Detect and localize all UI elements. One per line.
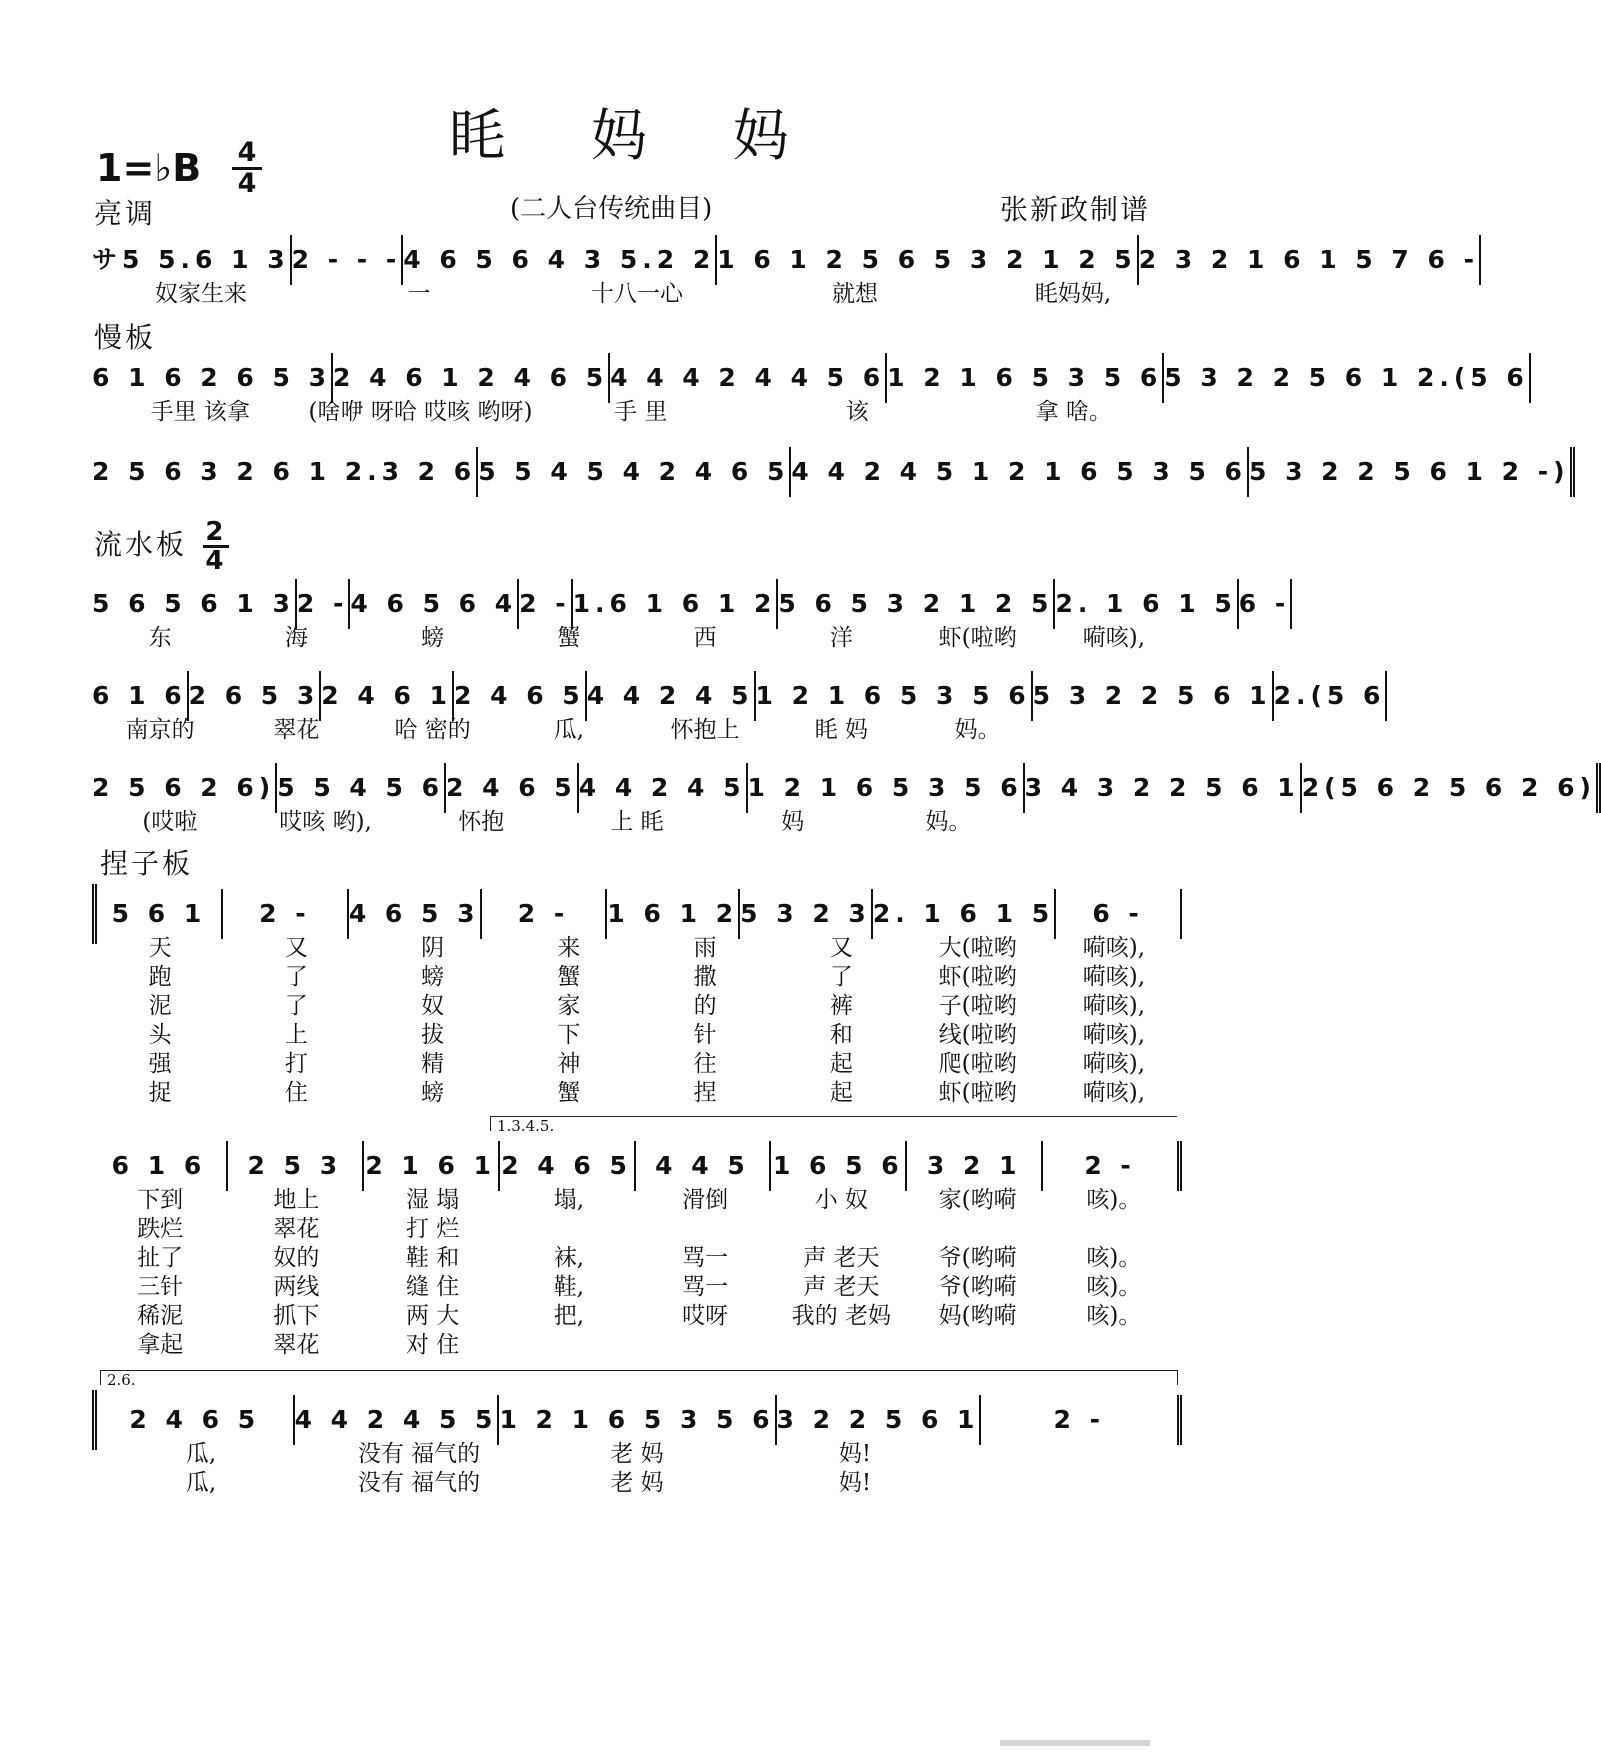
lyric-text: 老 妈: [610, 1441, 664, 1467]
lyric-text: 了: [829, 964, 853, 990]
lyric-text: [637, 1331, 773, 1360]
measure: 5 6 5 3 2 1 2 5: [778, 579, 1055, 629]
lyric-text: [964, 1440, 1182, 1469]
lyric-text: (哎啦: [142, 809, 198, 835]
lyric-text: 就想: [832, 281, 878, 307]
lyric-text: [637, 1215, 773, 1244]
subtitle: (二人台传统曲目): [510, 194, 713, 224]
lyric-text: [910, 1331, 1046, 1360]
lyric-text: 对 住: [405, 1332, 460, 1358]
lyric-text: 把,: [553, 1303, 585, 1329]
lyric-text: 妈!: [838, 1470, 872, 1496]
measure: 1 2 1 6 5 3 5 6: [499, 1395, 776, 1445]
measure: 2 -: [981, 1395, 1182, 1445]
lyric-text: 针: [693, 1022, 717, 1048]
lyric-text: [501, 1215, 637, 1244]
lyrics-system-6: [92, 808, 1182, 837]
lyric-text: 住: [284, 1080, 308, 1106]
section-time-signature: [203, 517, 229, 576]
lyric-text: 稀泥: [137, 1303, 184, 1329]
measure: 2 -: [1043, 1141, 1182, 1191]
lyrics-system-8: [92, 1186, 1182, 1360]
lyric-text: 螃: [421, 964, 445, 990]
lyric-text: 手里 该拿: [150, 399, 250, 425]
lyric-text: 翠花: [273, 1216, 320, 1242]
lyric-verse-4: [92, 1021, 1182, 1050]
measure: 2 6 5 3: [189, 671, 322, 721]
measure: 2 4 6 5: [500, 1141, 636, 1191]
lyric-text: 的: [693, 993, 717, 1019]
measure: 3 4 3 2 2 5 6 1: [1025, 763, 1302, 813]
watermark: [1000, 1740, 1150, 1746]
song-title: 眊 妈 妈: [449, 104, 823, 169]
lyric-text: 鞋,: [553, 1274, 585, 1300]
lyric-text: 天: [148, 935, 172, 961]
measure: 2.(5 6: [1274, 671, 1388, 721]
lyric-text: 咳)。: [1086, 1187, 1142, 1213]
measure: 2 4 6 5: [446, 763, 579, 813]
measure: 2 - - -: [292, 235, 404, 285]
lyric-text: 蟹: [557, 1080, 581, 1106]
measure: 2 4 6 1: [321, 671, 454, 721]
lyric-text: 海: [284, 625, 308, 651]
lyric-text: 怀抱: [458, 809, 505, 835]
lyric-text: 嗬咳),: [1082, 993, 1146, 1019]
measure: 1 2 1 6 5 3 5 6: [887, 353, 1164, 403]
lyric-text: 小 奴: [814, 1187, 869, 1213]
measure: 5 5 4 5 4 2 4 6 5: [478, 447, 791, 497]
measure: 2. 1 6 1 5: [1055, 579, 1238, 629]
time-denominator: 4: [205, 546, 227, 576]
lyric-text: 头: [148, 1022, 172, 1048]
measure: 5 3 2 2 5 6 1 2 -): [1249, 447, 1575, 497]
measure: 1 6 1 2: [607, 889, 740, 939]
lyric-text: 跑: [148, 964, 172, 990]
lyric-text: 一: [407, 281, 431, 307]
arranger: 张新政制谱: [1000, 193, 1151, 226]
lyric-text: 嗬咳),: [1082, 1051, 1146, 1077]
lyric-text: 神: [557, 1051, 581, 1077]
measure: 1 6 1 2 5 6 5 3 2 1 2 5: [717, 235, 1138, 285]
lyric-verse-3: [92, 992, 1182, 1021]
lyric-text: 十八一心: [591, 281, 683, 307]
measure: 6 -: [1056, 889, 1182, 939]
lyric-text: [1046, 1215, 1182, 1244]
lyric-text: 咳)。: [1086, 1245, 1142, 1271]
key-signature: 1=♭B: [96, 146, 202, 190]
lyric-text: [773, 1331, 909, 1360]
measure: 6 1 6: [92, 1141, 228, 1191]
lyric-text: 上: [284, 1022, 308, 1048]
measure: 1.6 1 6 1 2: [573, 579, 779, 629]
lyric-text: 塌,: [553, 1187, 585, 1213]
lyric-text: 撒: [693, 964, 717, 990]
lyric-text: 奴家生来: [155, 281, 247, 307]
lyric-text: 没有 福气的: [357, 1470, 481, 1496]
lyric-text: 爬(啦哟: [938, 1051, 1017, 1077]
time-numerator: 2: [205, 517, 227, 547]
lyric-text: (啥咿 呀哈 哎咳 哟呀): [308, 399, 533, 425]
lyric-verse-1: [92, 1440, 1182, 1469]
lyric-text: 声 老天: [803, 1245, 880, 1271]
lyric-text: 该: [845, 399, 869, 425]
measure: 5 6 1: [97, 889, 223, 939]
lyric-text: 老 妈: [610, 1470, 664, 1496]
lyric-text: 了: [284, 993, 308, 1019]
lyrics-system-9: [92, 1440, 1182, 1498]
lyric-text: 鞋 和: [405, 1245, 460, 1271]
measure: 3 2 2 5 6 1: [777, 1395, 982, 1445]
time-signature: [232, 137, 262, 199]
lyrics-system-2: [92, 398, 1182, 427]
measure: 4 4 5: [636, 1141, 772, 1191]
lyric-text: 妈(哟嗬: [938, 1303, 1017, 1329]
lyric-text: 西: [693, 625, 717, 651]
measure: 2 4 6 1 2 4 6 5: [333, 353, 610, 403]
measure: 2 3 2 1 6 1 5 7 6 -: [1139, 235, 1481, 285]
lyric-text: 咳)。: [1086, 1303, 1142, 1329]
lyric-text: 嗬咳),: [1082, 964, 1146, 990]
lyric-text: 瓜,: [185, 1470, 217, 1496]
measure: 2 -: [482, 889, 608, 939]
measure: 4 6 5 3: [349, 889, 482, 939]
lyric-text: 螃: [421, 625, 445, 651]
lyric-text: 捏: [693, 1080, 717, 1106]
measure: 2. 1 6 1 5: [873, 889, 1056, 939]
lyric-text: 奴: [421, 993, 445, 1019]
lyric-text: 强: [148, 1051, 172, 1077]
section-label-liushuiban: [94, 517, 229, 576]
lyric-text: 洋: [829, 625, 853, 651]
lyric-text: 和: [829, 1022, 853, 1048]
measure: 2 4 6 5: [97, 1395, 295, 1445]
section-name: 流水板: [94, 528, 188, 561]
lyric-text: 两 大: [405, 1303, 460, 1329]
lyric-text: 蟹: [557, 625, 581, 651]
lyric-text: 家(哟嗬: [938, 1187, 1017, 1213]
time-denominator: 4: [237, 168, 257, 199]
time-numerator: 4: [237, 137, 257, 168]
lyric-text: [1026, 808, 1182, 837]
lyric-text: 捉: [148, 1080, 172, 1106]
measure: 4 6 5 6 4 3 5.2 2: [403, 235, 717, 285]
lyric-verse-6: [92, 1331, 1182, 1360]
measure: 2 -: [223, 889, 349, 939]
lyric-text: 妈。: [954, 717, 1001, 743]
measure: 6 1 6 2 6 5 3: [92, 353, 333, 403]
lyric-text: 螃: [421, 1080, 445, 1106]
lyric-text: 线(啦哟: [938, 1022, 1017, 1048]
lyric-text: 起: [829, 1080, 853, 1106]
volta-bracket-1: 1.3.4.5.: [490, 1116, 1177, 1131]
lyric-text: [910, 1215, 1046, 1244]
lyric-text: 嗬咳),: [1082, 935, 1146, 961]
measure: 5 3 2 3: [740, 889, 873, 939]
lyric-text: 哈 密的: [394, 717, 471, 743]
lyric-text: 扯了: [137, 1245, 184, 1271]
lyric-line: [92, 716, 1182, 745]
measure: 2 1 6 1: [364, 1141, 500, 1191]
lyric-text: [964, 1469, 1182, 1498]
volta-bracket-2: 2.6.: [100, 1370, 1178, 1385]
lyric-text: 裤: [829, 993, 853, 1019]
lyric-text: 跌烂: [137, 1216, 184, 1242]
lyric-text: 嗬咳),: [1082, 625, 1146, 651]
lyric-text: 虾(啦哟: [938, 964, 1017, 990]
lyric-line: [92, 808, 1182, 837]
lyric-text: 东: [148, 625, 172, 651]
section-label-liangdiao: 亮调: [94, 197, 157, 230]
measure: 4 4 2 4 5: [579, 763, 748, 813]
measure: 2 -: [519, 579, 572, 629]
lyric-text: 上 眊: [610, 809, 664, 835]
lyric-text: 起: [829, 1051, 853, 1077]
lyric-text: 爷(哟嗬: [938, 1274, 1017, 1300]
lyric-text: [773, 1215, 909, 1244]
lyric-text: 湿 塌: [405, 1187, 460, 1213]
lyric-text: [501, 1331, 637, 1360]
lyric-text: 又: [284, 935, 308, 961]
lyric-text: 怀抱上: [670, 717, 740, 743]
measure: 5 3 2 2 5 6 1: [1033, 671, 1274, 721]
lyrics-system-1: [92, 280, 1182, 309]
lyric-text: 手 里: [614, 399, 668, 425]
lyric-text: 三针: [137, 1274, 184, 1300]
lyric-text: 眊妈妈,: [1034, 281, 1112, 307]
measure: 6 -: [1239, 579, 1292, 629]
measure: 2 4 6 5: [454, 671, 587, 721]
lyric-text: 骂一: [682, 1274, 729, 1300]
lyric-text: 打: [284, 1051, 308, 1077]
measure: 1 2 1 6 5 3 5 6: [748, 763, 1025, 813]
lyric-text: 爷(哟嗬: [938, 1245, 1017, 1271]
lyric-text: 奴的: [273, 1245, 320, 1271]
lyric-text: 子(啦哟: [938, 993, 1017, 1019]
lyric-verse-4: [92, 1273, 1182, 1302]
lyric-text: 嗬咳),: [1082, 1022, 1146, 1048]
lyric-text: 蟹: [557, 964, 581, 990]
staff-system-3: [92, 442, 1570, 502]
measure: サ5 5.6 1 3: [92, 235, 292, 285]
lyric-text: 虾(啦哟: [938, 1080, 1017, 1106]
measure: 4 6 5 6 4: [350, 579, 519, 629]
lyric-text: 地上: [273, 1187, 320, 1213]
lyric-verse-2: [92, 963, 1182, 992]
lyric-text: 咳)。: [1086, 1274, 1142, 1300]
lyric-text: 家: [557, 993, 581, 1019]
measure: 5 3 2 2 5 6 1 2.(5 6: [1164, 353, 1531, 403]
lyric-text: 骂一: [682, 1245, 729, 1271]
measure: 1 2 1 6 5 3 5 6: [756, 671, 1033, 721]
lyrics-system-4: [92, 624, 1182, 653]
lyric-text: 又: [829, 935, 853, 961]
lyric-text: 瓜,: [553, 717, 585, 743]
measure: 1 6 5 6: [771, 1141, 907, 1191]
lyric-text: 拿 啥。: [1035, 399, 1112, 425]
measure-row: [92, 442, 1570, 502]
lyric-text: 来: [557, 935, 581, 961]
lyric-verse-3: [92, 1244, 1182, 1273]
lyric-text: 哎咳 哟),: [279, 809, 372, 835]
measure: 5 5 4 5 6: [277, 763, 446, 813]
lyric-verse-6: [92, 1079, 1182, 1108]
lyric-text: 眊 妈: [814, 717, 869, 743]
measure: 5 6 5 6 1 3: [92, 579, 297, 629]
lyric-verse-5: [92, 1302, 1182, 1331]
lyric-text: 雨: [693, 935, 717, 961]
lyric-text: 滑倒: [682, 1187, 729, 1213]
lyric-text: 袜,: [553, 1245, 585, 1271]
lyric-line: [92, 280, 1182, 309]
lyric-line: [92, 624, 1182, 653]
section-label-manban: 慢板: [94, 321, 157, 354]
lyric-text: 下到: [137, 1187, 184, 1213]
measure: 4 4 2 4 5: [587, 671, 756, 721]
lyric-line: [92, 398, 1182, 427]
lyric-verse-1: [92, 1186, 1182, 1215]
lyrics-system-7: [92, 934, 1182, 1108]
measure: 2 -: [297, 579, 350, 629]
lyric-text: 阴: [421, 935, 445, 961]
lyric-text: 瓜,: [185, 1441, 217, 1467]
lyric-text: 妈!: [838, 1441, 872, 1467]
lyric-text: 没有 福气的: [357, 1441, 481, 1467]
lyric-text: 妈。: [925, 809, 972, 835]
measure: 4 4 2 4 5 1 2 1 6 5 3 5 6: [791, 447, 1249, 497]
lyric-verse-1: [92, 934, 1182, 963]
measure: 2 5 3: [228, 1141, 364, 1191]
lyric-text: 大(啦哟: [938, 935, 1017, 961]
lyric-text: 南京的: [125, 717, 195, 743]
measure: 6 1 6: [92, 671, 189, 721]
measure: 4 4 2 4 5 5: [295, 1395, 500, 1445]
lyric-verse-2: [92, 1469, 1182, 1498]
lyric-text: 我的 老妈: [791, 1303, 892, 1329]
measure: 2 5 6 2 6): [92, 763, 277, 813]
lyric-text: 下: [557, 1022, 581, 1048]
lyric-text: 精: [421, 1051, 445, 1077]
lyric-text: 了: [284, 964, 308, 990]
lyric-text: 泥: [148, 993, 172, 1019]
section-label-niezi: 捏子板: [100, 847, 194, 880]
measure: 3 2 1: [907, 1141, 1043, 1191]
measure: 2(5 6 2 5 6 2 6): [1302, 763, 1601, 813]
lyric-text: 拿起: [137, 1332, 184, 1358]
lyric-text: [1046, 1331, 1182, 1360]
lyric-text: 缝 住: [405, 1274, 460, 1300]
lyric-verse-2: [92, 1215, 1182, 1244]
lyric-text: [1046, 716, 1182, 745]
lyric-text: 两线: [273, 1274, 320, 1300]
measure: 2 5 6 3 2 6 1 2.3 2 6: [92, 447, 478, 497]
lyric-text: 翠花: [273, 1332, 320, 1358]
lyric-text: 抓下: [273, 1303, 320, 1329]
lyric-text: 拔: [421, 1022, 445, 1048]
lyric-verse-5: [92, 1050, 1182, 1079]
lyric-text: 声 老天: [803, 1274, 880, 1300]
lyric-text: 翠花: [273, 717, 320, 743]
lyrics-system-5: [92, 716, 1182, 745]
lyric-text: 虾(啦哟: [938, 625, 1017, 651]
lyric-text: 往: [693, 1051, 717, 1077]
lyric-text: 打 烂: [405, 1216, 460, 1242]
lyric-text: 哎呀: [682, 1303, 729, 1329]
lyric-text: 嗬咳),: [1082, 1080, 1146, 1106]
measure: 4 4 4 2 4 4 5 6: [610, 353, 887, 403]
lyric-text: 妈: [781, 809, 805, 835]
